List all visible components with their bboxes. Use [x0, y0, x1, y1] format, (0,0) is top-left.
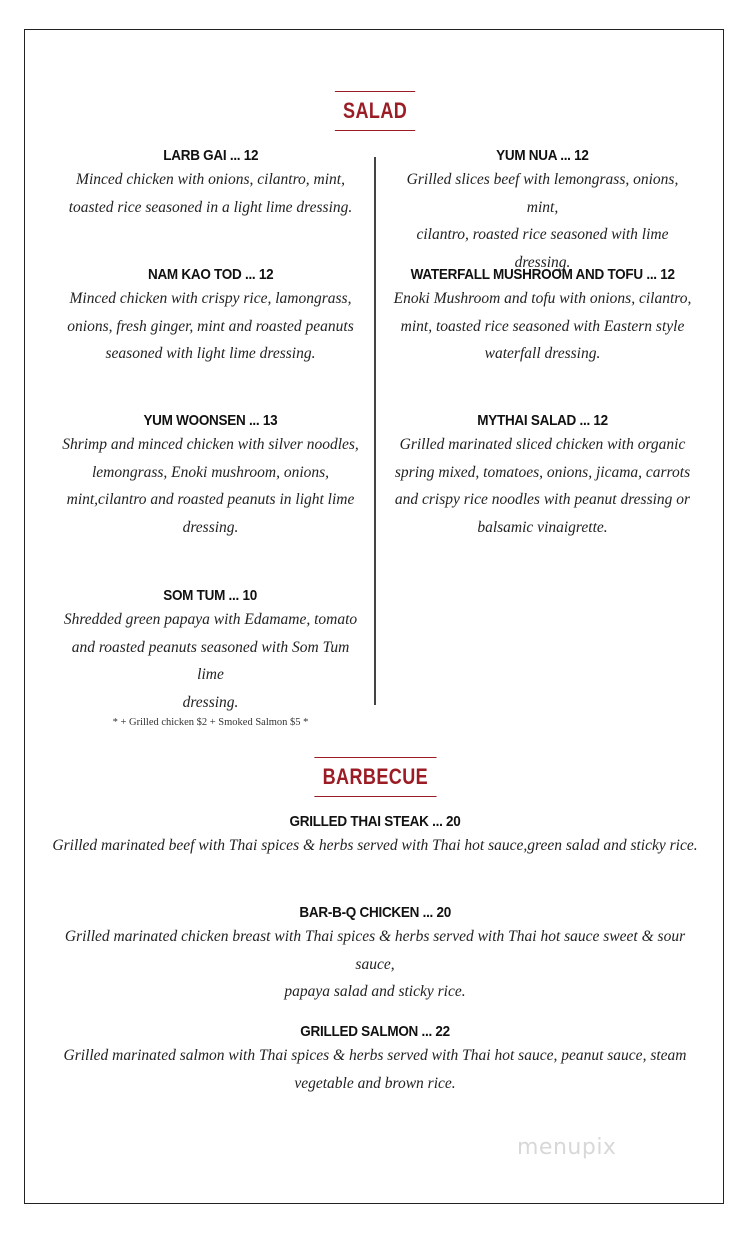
- item-name: MYTHAI SALAD ... 12: [477, 412, 608, 429]
- item-name: BAR-B-Q CHICKEN ... 20: [299, 904, 451, 921]
- menupix-watermark: menupix: [517, 1135, 617, 1160]
- menu-item-yum-nua: [390, 147, 695, 276]
- item-description: Minced chicken with crispy rice, lamongrass, onions, fresh ginger, mint and roasted peanuts seasoned with light lime dressing.: [67, 290, 354, 362]
- menu-item-waterfall-mushroom: [390, 266, 695, 368]
- menu-item-larb-gai: [58, 147, 363, 221]
- item-name: YUM WOONSEN ... 13: [143, 412, 278, 429]
- item-description: Grilled marinated salmon with Thai spices & herbs served with Thai hot sauce, peanut sauce, steam vegetable and brown rice.: [63, 1047, 687, 1092]
- column-divider: [374, 157, 376, 705]
- menu-item-bbq-chicken: [44, 904, 706, 1006]
- item-description: Shrimp and minced chicken with silver noodles, lemongrass, Enoki mushroom, onions, mint,cilantro and roasted peanuts in light lime dressing.: [62, 436, 359, 536]
- item-description: Grilled marinated chicken breast with Thai spices & herbs served with Thai hot sauce sweet & sour sauce, papaya salad and sticky rice.: [64, 928, 686, 1000]
- menu-item-mythai-salad: [390, 412, 695, 541]
- item-name: GRILLED SALMON ... 22: [300, 1023, 450, 1040]
- item-name: YUM NUA ... 12: [496, 147, 589, 164]
- item-name: NAM KAO TOD ... 12: [147, 266, 274, 283]
- item-description: Enoki Mushroom and tofu with onions, cilantro, mint, toasted rice seasoned with Eastern style waterfall dressing.: [393, 290, 692, 362]
- item-name: WATERFALL MUSHROOM AND TOFU ... 12: [410, 266, 675, 283]
- section-title-salad: [0, 91, 750, 131]
- item-description: Grilled marinated sliced chicken with organic spring mixed, tomatoes, onions, jicama, carrots and crispy rice noodles with peanut dressing or balsamic vinaigrette.: [394, 436, 691, 536]
- salad-heading: SALAD: [335, 91, 416, 131]
- menu-item-yum-woonsen: [58, 412, 363, 541]
- item-name: SOM TUM ... 10: [163, 587, 258, 604]
- item-description: Shredded green papaya with Edamame, tomato and roasted peanuts seasoned with Som Tum lime dressing.: [63, 611, 358, 711]
- item-name: LARB GAI ... 12: [163, 147, 258, 164]
- barbecue-heading: BARBECUE: [314, 757, 436, 797]
- section-title-barbecue: [0, 757, 750, 797]
- item-name: GRILLED THAI STEAK ... 20: [289, 813, 461, 830]
- item-description: Minced chicken with onions, cilantro, mint, toasted rice seasoned in a light lime dressing.: [68, 171, 353, 216]
- add-on-note: * + Grilled chicken $2 + Smoked Salmon $5 *: [112, 717, 309, 728]
- menu-item-som-tum: [58, 587, 363, 730]
- menu-item-grilled-salmon: [44, 1023, 706, 1097]
- menu-item-nam-kao-tod: [58, 266, 363, 368]
- item-description: Grilled slices beef with lemongrass, onions, mint, cilantro, roasted rice seasoned with lime dressing.: [406, 171, 679, 271]
- item-description: Grilled marinated beef with Thai spices & herbs served with Thai hot sauce,green salad and sticky rice.: [52, 837, 698, 854]
- menu-item-grilled-thai-steak: [44, 813, 706, 860]
